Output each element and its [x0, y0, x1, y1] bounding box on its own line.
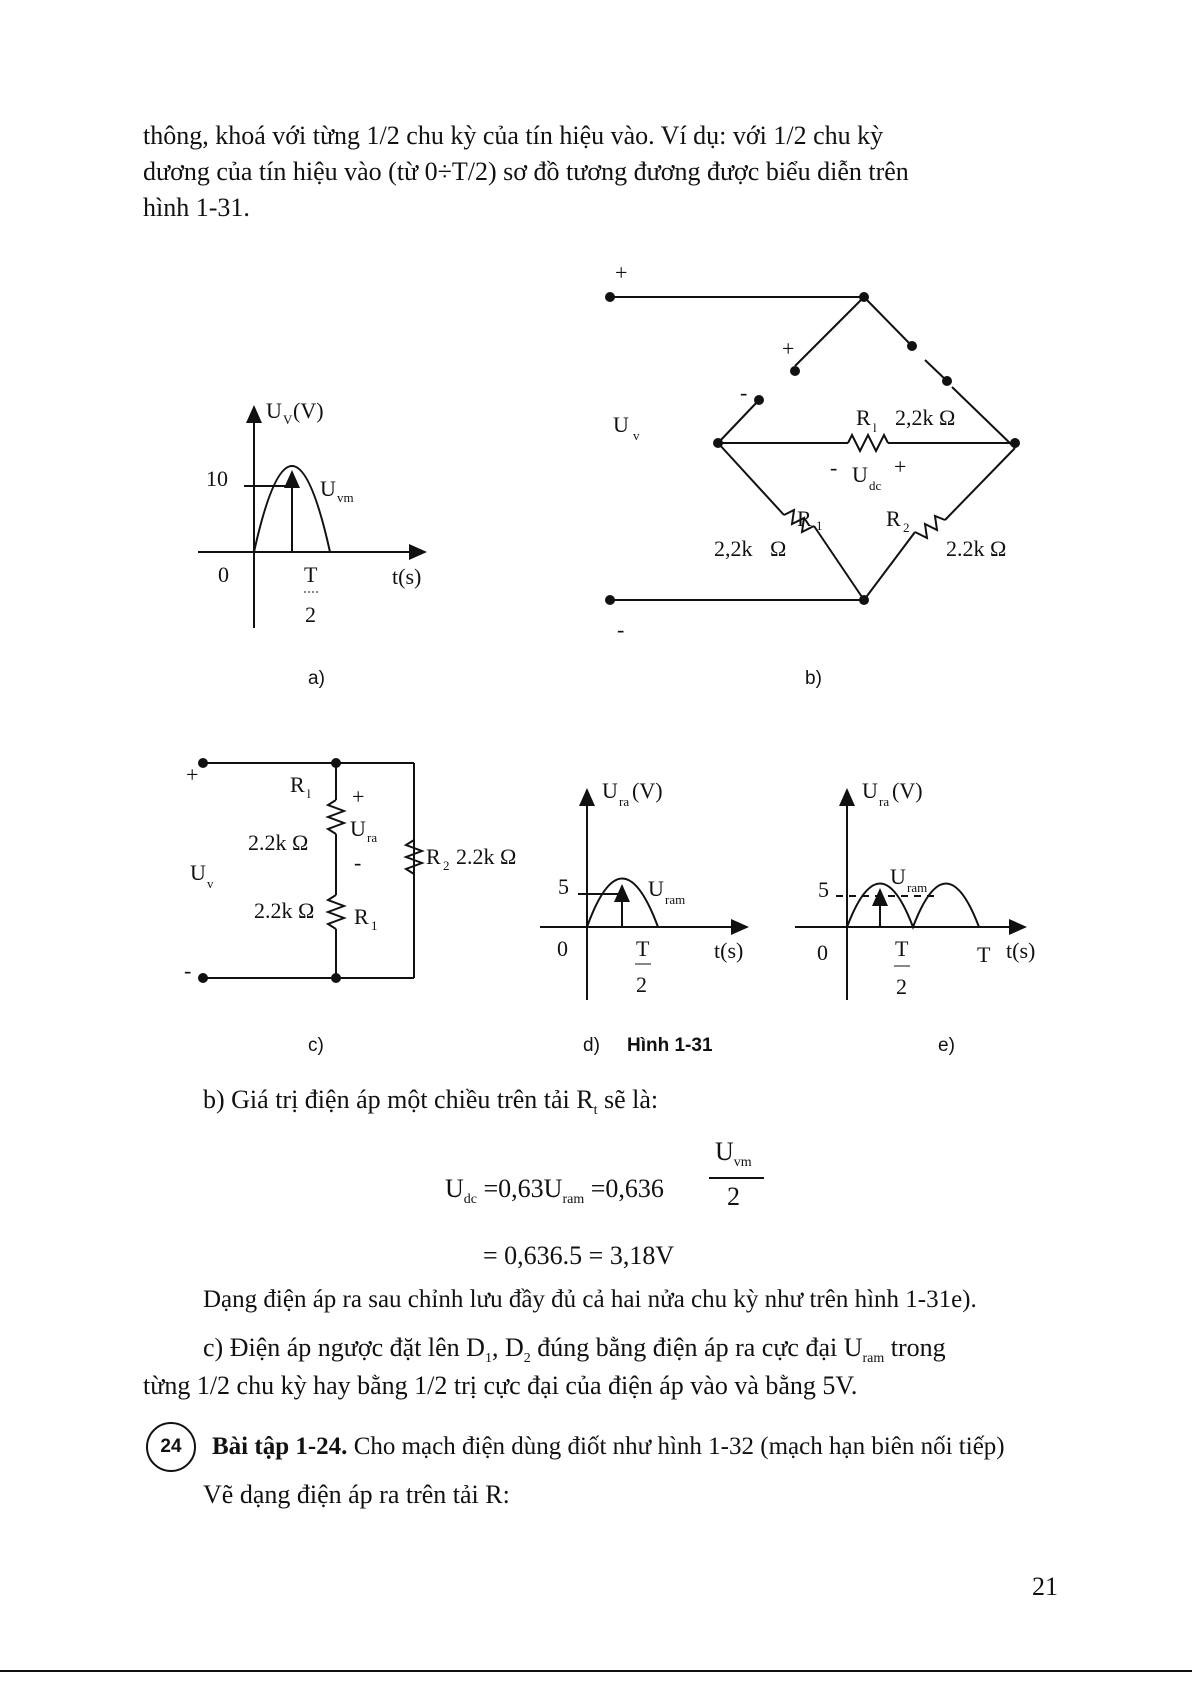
- plus-top-b: +: [615, 260, 628, 285]
- uv-label-c: U: [190, 860, 206, 885]
- ura-sub-d: ra: [619, 794, 630, 809]
- r2-label-c: R: [426, 844, 441, 869]
- uv-axis-unit: (V): [293, 398, 324, 423]
- figure-caption: Hình 1-31: [627, 1035, 713, 1056]
- zero-e: 0: [817, 940, 828, 965]
- minus-ura-c: -: [354, 850, 362, 875]
- uv-sub-b: v: [633, 428, 640, 443]
- equation-2: = 0,636.5 = 3,18V: [483, 1241, 675, 1270]
- uvm-sub-a: vm: [337, 490, 354, 505]
- subcaption-b: b): [805, 668, 822, 689]
- uram-label-d: U: [648, 876, 664, 901]
- plus-udc-b: +: [894, 454, 907, 479]
- uv-axis-label: U: [266, 398, 282, 423]
- equation-1-denominator: 2: [727, 1182, 740, 1211]
- value-5-d: 5: [558, 874, 569, 899]
- plus-c: +: [186, 762, 199, 787]
- uv-axis-sub: V: [283, 412, 293, 427]
- t-half-label-e: T: [895, 936, 909, 961]
- r2-value-c: 2.2k Ω: [456, 844, 517, 869]
- rl-sub-b: l: [873, 420, 877, 435]
- uram-label-e: U: [890, 864, 906, 889]
- r2-sub-b: 2: [903, 520, 910, 535]
- rl-sub-c: l: [307, 786, 311, 801]
- ts-label-a: t(s): [392, 564, 422, 589]
- ts-label-e: t(s): [1006, 938, 1036, 963]
- exercise-number-badge: 24: [146, 1422, 196, 1472]
- r1-label-b: R: [797, 506, 812, 531]
- two-label-a: 2: [305, 602, 316, 627]
- ts-label-d: t(s): [714, 938, 744, 963]
- r1-sub-b: 1: [816, 518, 823, 533]
- subcaption-e: e): [938, 1035, 955, 1056]
- equation-1-numerator: $U_{vm}$: [715, 1137, 752, 1171]
- uvm-label-a: U: [320, 476, 336, 501]
- zero-d: 0: [557, 936, 568, 961]
- zero-label-a: 0: [218, 562, 229, 587]
- ura-label-e: U: [862, 778, 878, 803]
- ura-sub-e: ra: [879, 794, 890, 809]
- r1-value-b: 2,2k: [714, 536, 753, 561]
- udc-sub-b: dc: [869, 478, 882, 493]
- r1-sub-c: 1: [371, 918, 378, 933]
- figure-a-input-waveform: [198, 407, 425, 628]
- rl-value-c: 2.2k Ω: [248, 830, 309, 855]
- two-label-d: 2: [636, 972, 647, 997]
- subcaption-a: a): [308, 668, 325, 689]
- rl-value-b: 2,2k Ω: [895, 405, 956, 430]
- udc-label-b: U: [852, 462, 868, 487]
- minus-c: -: [184, 958, 192, 983]
- plus-diode-b: +: [782, 336, 795, 361]
- ura-label-d: U: [602, 778, 618, 803]
- minus-diode-b: -: [740, 380, 748, 405]
- subcaption-c: c): [308, 1035, 324, 1056]
- value-10-label: 10: [206, 466, 228, 491]
- page-number: 21: [1032, 1572, 1058, 1601]
- r2-sub-c: 2: [443, 858, 450, 873]
- value-5-e: 5: [818, 877, 829, 902]
- r2-label-b: R: [886, 506, 901, 531]
- uv-sub-c: v: [207, 876, 214, 891]
- r2-value-b: 2.2k Ω: [946, 536, 1007, 561]
- minus-udc-b: -: [830, 455, 838, 480]
- t-full-label-e: T: [977, 942, 991, 967]
- equation-1: $U_{dc} =0,63U_{ram} =0,636$: [445, 1174, 664, 1208]
- intro-line-1: thông, khoá với từng 1/2 chu kỳ của tín hiệu vào. Ví dụ: với 1/2 chu kỳ: [143, 121, 884, 150]
- r1-value-c: 2.2k Ω: [254, 898, 315, 923]
- two-label-e: 2: [896, 974, 907, 999]
- figure-d-output-half-wave: [540, 790, 747, 1000]
- section-b-text: b) Giá trị điện áp một chiều trên tải $R_t$ sẽ là:: [203, 1085, 659, 1119]
- section-c-line-2: từng 1/2 chu kỳ hay bằng 1/2 trị cực đại của điện áp vào và bằng 5V.: [143, 1371, 858, 1400]
- minus-bottom-b: -: [617, 617, 625, 642]
- rl-label-b: R: [856, 405, 871, 430]
- t-label-a: T: [304, 562, 318, 587]
- subcaption-d: d): [583, 1035, 600, 1056]
- t-label-d: T: [636, 936, 650, 961]
- rl-label-c: R: [290, 772, 305, 797]
- ura-label-c: U: [350, 816, 366, 841]
- r1-omega-b: Ω: [770, 536, 787, 561]
- uv-label-b: U: [613, 412, 629, 437]
- intro-line-3: hình 1-31.: [143, 193, 250, 222]
- ura-unit-d: (V): [632, 778, 663, 803]
- bottom-rule: [0, 1670, 1192, 1672]
- plus-ura-c: +: [352, 784, 365, 809]
- uram-sub-e: ram: [907, 880, 928, 895]
- exercise-line-1: Bài tập 1-24. Cho mạch điện dùng điốt như hình 1-32 (mạch hạn biên nối tiếp): [212, 1433, 1005, 1460]
- r1-label-c: R: [354, 904, 369, 929]
- uram-sub-d: ram: [665, 892, 686, 907]
- figure-e-output-full-wave: [795, 790, 1025, 1000]
- fraction-bar: [709, 1177, 764, 1179]
- section-c-line-1: c) Điện áp ngược đặt lên $D_1$, $D_2$ đúng bằng điện áp ra cực đại $U_{ram}$ trong: [203, 1333, 946, 1367]
- exercise-line-2: Vẽ dạng điện áp ra trên tải R:: [203, 1480, 510, 1509]
- ura-sub-c: ra: [367, 830, 378, 845]
- ura-unit-e: (V): [892, 778, 923, 803]
- intro-line-2: dương của tín hiệu vào (từ 0÷T/2) sơ đồ tương đương được biểu diễn trên: [143, 157, 909, 186]
- section-b-note: Dạng điện áp ra sau chỉnh lưu đầy đủ cả hai nửa chu kỳ như trên hình 1-31e).: [203, 1286, 977, 1313]
- figure-c-equivalent-circuit: [203, 763, 422, 978]
